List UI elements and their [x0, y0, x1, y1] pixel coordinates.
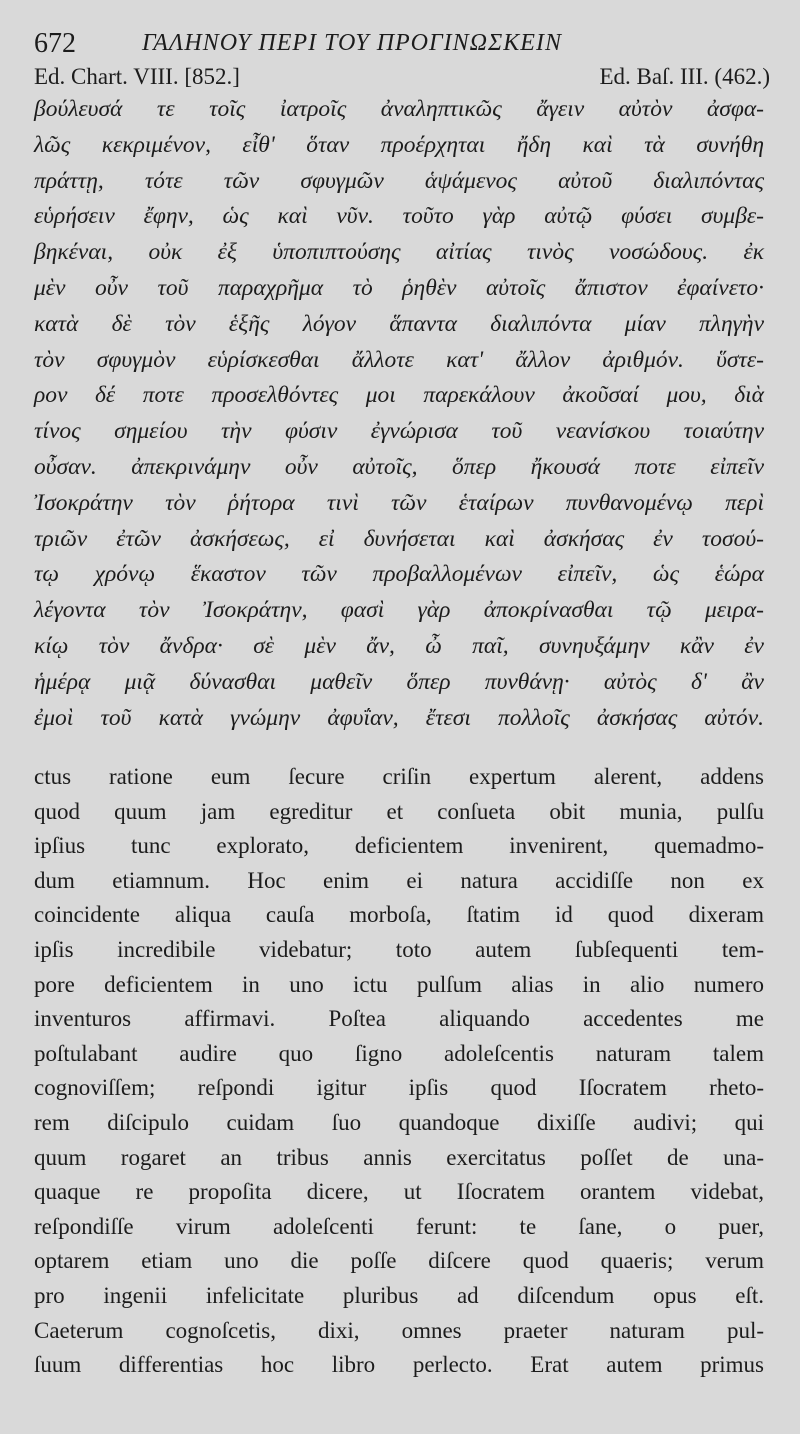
- greek-text-line: κατὰ δὲ τὸν ἑξῆς λόγον ἅπαντα διαλιπόντα μίαν πληγὴν: [34, 310, 764, 337]
- latin-text-line: poſtulabant audire quo ſigno adoleſcentis naturam talem: [34, 1040, 764, 1066]
- latin-text-line: quum rogaret an tribus annis exercitatus poſſet de una-: [34, 1144, 764, 1170]
- latin-text-line: quod quum jam egreditur et conſueta obit munia, pulſu: [34, 798, 764, 824]
- latin-text-line: dum etiamnum. Hoc enim ei natura accidiſſe non ex: [34, 867, 764, 893]
- greek-text-line: βούλευσά τε τοῖς ἰατροῖς ἀναληπτικῶς ἄγειν αὐτὸν ἀσφα-: [34, 96, 764, 122]
- latin-text-line: cognoviſſem; reſpondi igitur ipſis quod Iſocratem rheto-: [34, 1075, 764, 1101]
- edition-basel-reference: Ed. Baſ. III. (462.): [599, 64, 770, 89]
- greek-text-line: ἡμέρᾳ μιᾷ δύνασθαι μαθεῖν ὅπερ πυνθάνῃ· αὐτὸς δ' ἂν: [34, 668, 764, 695]
- greek-text-line: κίῳ τὸν ἄνδρα· σὲ μὲν ἄν, ὦ παῖ, συνηυξάμην κἂν ἐν: [34, 632, 764, 659]
- page-number: 672: [34, 28, 76, 59]
- greek-text-line: λέγοντα τὸν Ἰσοκράτην, φασὶ γὰρ ἀποκρίνασθαι τῷ μειρα-: [34, 597, 764, 624]
- running-head: [34, 28, 770, 68]
- latin-text-line: optarem etiam uno die poſſe diſcere quod quaeris; verum: [34, 1248, 764, 1274]
- latin-text-line: ctus ratione eum ſecure criſin expertum alerent, addens: [34, 764, 764, 789]
- greek-text-line: ἐμοὶ τοῦ κατὰ γνώμην ἀφυΐαν, ἔτεσι πολλοῖς ἀσκήσας αὐτόν.: [34, 704, 764, 731]
- greek-text-line: τῳ χρόνῳ ἕκαστον τῶν προβαλλομένων εἰπεῖν, ὡς ἑώρα: [34, 561, 764, 588]
- greek-text-line: πράττῃ, τότε τῶν σφυγμῶν ἁψάμενος αὐτοῦ διαλιπόντας: [34, 167, 764, 194]
- latin-text-line: quaque re propoſita dicere, ut Iſocratem orantem videbat,: [34, 1179, 764, 1205]
- latin-text-line: pore deficientem in uno ictu pulſum alias in alio numero: [34, 971, 764, 997]
- greek-text-line: τριῶν ἐτῶν ἀσκήσεως, εἰ δυνήσεται καὶ ἀσκήσας ἐν τοσού-: [34, 525, 764, 552]
- greek-text-line: οὖσαν. ἀπεκρινάμην οὖν αὐτοῖς, ὅπερ ἤκουσά ποτε εἰπεῖν: [34, 453, 764, 480]
- greek-text-line: ρον δέ ποτε προσελθόντες μοι παρεκάλουν ἀκοῦσαί μου, διὰ: [34, 382, 764, 409]
- latin-text-line: ſuum differentias hoc libro perlecto. Erat autem primus: [34, 1352, 764, 1378]
- latin-text-block: [34, 760, 764, 1383]
- greek-text-line: τὸν σφυγμὸν εὑρίσκεσθαι ἄλλοτε κατ' ἄλλον ἀριθμόν. ὕστε-: [34, 346, 764, 373]
- greek-text-line: εὑρήσειν ἔφην, ὡς καὶ νῦν. τοῦτο γὰρ αὐτῷ φύσει συμβε-: [34, 203, 764, 230]
- latin-text-line: pro ingenii infelicitate pluribus ad diſcendum opus eſt.: [34, 1282, 764, 1308]
- greek-text-block: [34, 92, 764, 736]
- greek-text-line: λῶς κεκριμένον, εἶθ' ὅταν προέρχηται ἤδη καὶ τὰ συνήθη: [34, 131, 764, 158]
- latin-text-line: coincidente aliqua cauſa morboſa, ſtatim id quod dixeram: [34, 902, 764, 928]
- running-title: ΓΑΛΗΝΟΥ ΠΕΡΙ ΤΟΥ ΠΡΟΓΙΝΩΣΚΕΙΝ: [142, 30, 562, 56]
- edition-chart-reference: Ed. Chart. VIII. [852.]: [34, 64, 240, 89]
- latin-text-line: rem diſcipulo cuidam ſuo quandoque dixiſſe audivi; qui: [34, 1109, 764, 1135]
- latin-text-line: ipſis incredibile videbatur; toto autem ſubſequenti tem-: [34, 936, 764, 962]
- greek-text-line: μὲν οὖν τοῦ παραχρῆμα τὸ ῥηθὲν αὐτοῖς ἄπιστον ἐφαίνετο·: [34, 274, 764, 301]
- greek-text-line: τίνος σημείου τὴν φύσιν ἐγνώρισα τοῦ νεανίσκου τοιαύτην: [34, 418, 764, 445]
- latin-text-line: inventuros affirmavi. Poſtea aliquando accedentes me: [34, 1006, 764, 1032]
- greek-text-line: Ἰσοκράτην τὸν ῥήτορα τινὶ τῶν ἑταίρων πυνθανομένῳ περὶ: [34, 489, 764, 516]
- latin-text-line: ipſius tunc explorato, deficientem invenirent, quemadmo-: [34, 833, 764, 859]
- greek-text-line: βηκέναι, οὐκ ἐξ ὑποπιπτούσης αἰτίας τινὸς νοσώδους. ἐκ: [34, 239, 764, 266]
- latin-text-line: Caeterum cognoſcetis, dixi, omnes praeter naturam pul-: [34, 1317, 764, 1343]
- latin-text-line: reſpondiſſe virum adoleſcenti ferunt: te ſane, o puer,: [34, 1213, 764, 1239]
